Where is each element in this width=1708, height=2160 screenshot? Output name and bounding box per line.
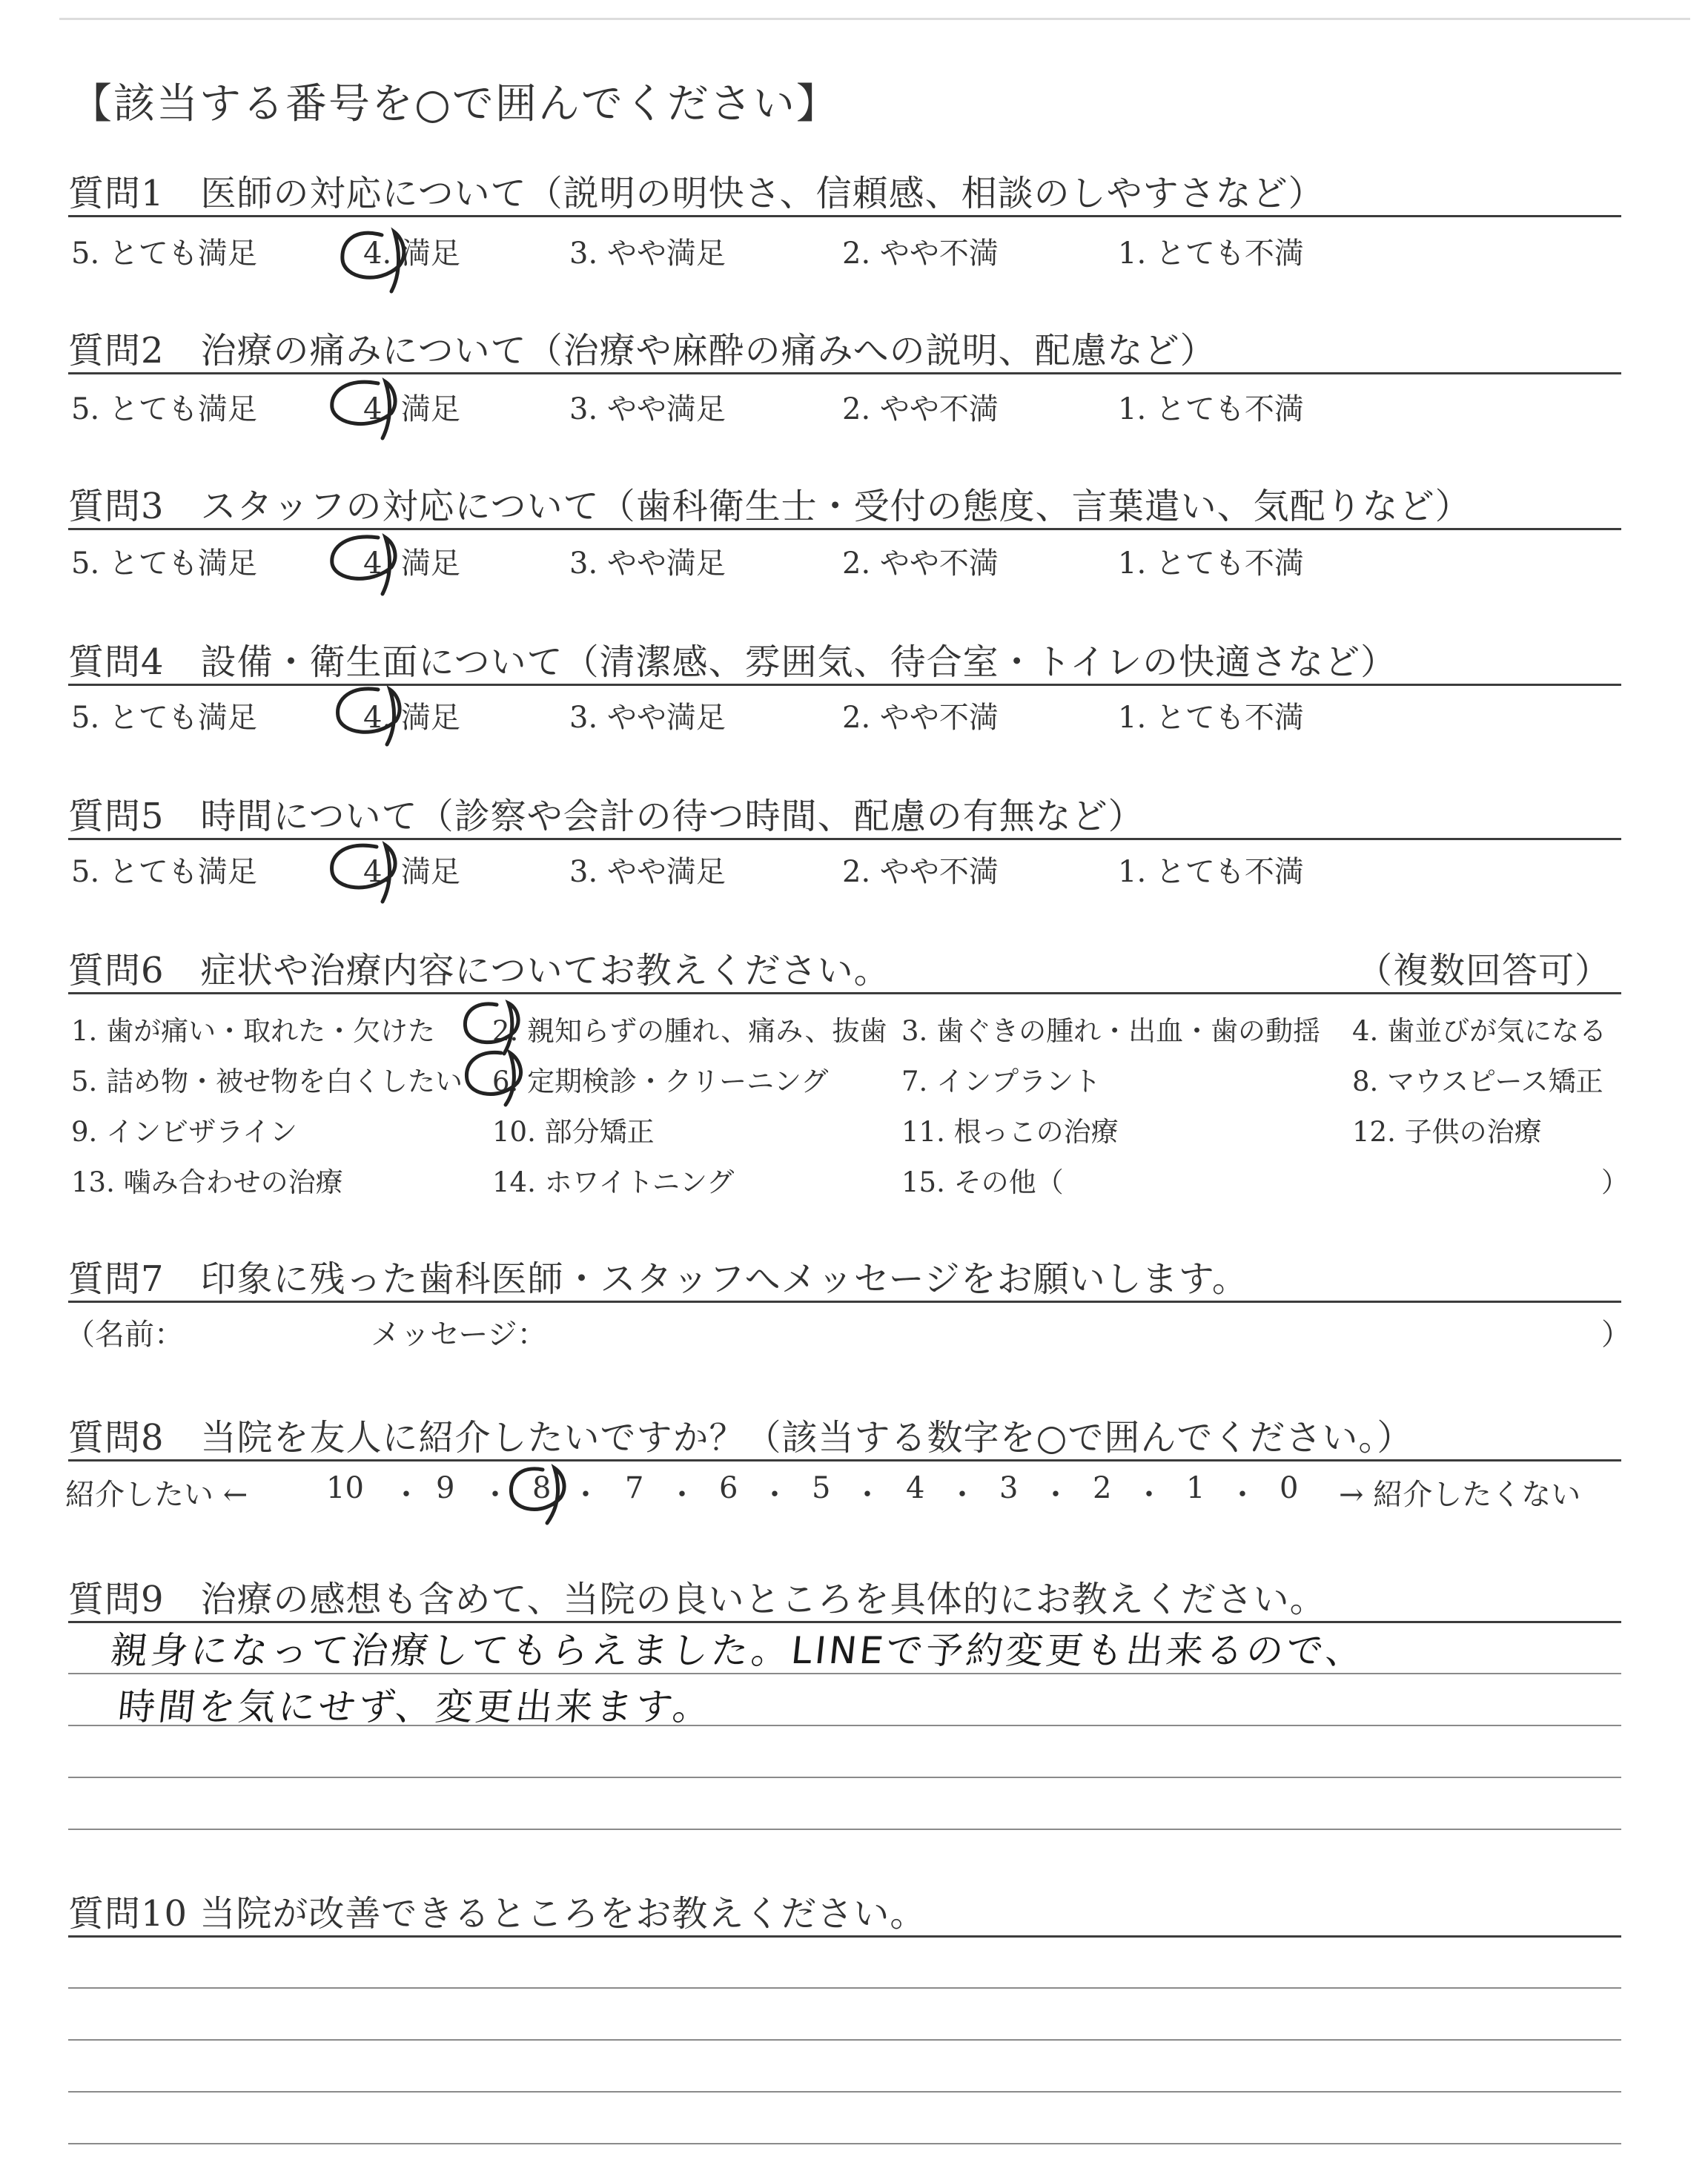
question-3-rule: [68, 528, 1621, 530]
q6-selection-circle-6: [452, 1038, 534, 1112]
question-7-rule: [68, 1301, 1621, 1303]
q6-option-11[interactable]: 11. 根っこの治療: [901, 1116, 1119, 1148]
q7-message-label: メッセージ：: [371, 1318, 547, 1352]
q6-option-15[interactable]: 15. その他（: [901, 1166, 1064, 1198]
question-5-title: 質問5 時間について（診察や会計の待つ時間、配慮の有無など）: [68, 796, 1145, 837]
q1-selection-circle: [326, 219, 415, 308]
q2-selection-circle: [311, 367, 415, 456]
q9-answer-line: [68, 1829, 1621, 1830]
question-8-rule: [68, 1459, 1621, 1462]
question-2-rule: [68, 372, 1621, 374]
q8-scale-9[interactable]: 9: [436, 1471, 455, 1505]
q6-option-10[interactable]: 10. 部分矯正: [492, 1116, 655, 1148]
question-4-rule: [68, 684, 1621, 686]
q8-sep: ・: [1134, 1478, 1164, 1512]
question-9-title: 質問9 治療の感想も含めて、当院の良いところを具体的にお教えください。: [68, 1579, 1326, 1620]
q6-option-3[interactable]: 3. 歯ぐきの腫れ・出血・歯の動揺: [901, 1015, 1321, 1047]
q8-scale-6[interactable]: 6: [719, 1471, 738, 1505]
q3-option-2[interactable]: 2. やや不満: [842, 546, 999, 581]
q6-option-6[interactable]: 6. 定期検診・クリーニング: [492, 1066, 829, 1097]
q5-option-4[interactable]: 4. 満足: [363, 855, 460, 889]
q4-selection-circle: [319, 667, 415, 764]
q2-option-4[interactable]: 4. 満足: [363, 392, 460, 426]
q10-answer-line: [68, 1987, 1621, 1989]
q9-handwritten-answer-line-2: 時間を気にせず、変更出来ます。: [116, 1685, 715, 1728]
q6-other-close-paren: ）: [1601, 1166, 1629, 1198]
question-10-rule: [68, 1935, 1621, 1938]
q6-option-4[interactable]: 4. 歯並びが気になる: [1352, 1015, 1607, 1047]
question-6-note: （複数回答可）: [1357, 950, 1612, 991]
q1-option-2[interactable]: 2. やや不満: [842, 237, 999, 271]
q10-answer-line: [68, 2039, 1621, 2041]
q1-option-1[interactable]: 1. とても不満: [1118, 237, 1304, 271]
q8-sep: ・: [667, 1478, 697, 1512]
q8-sep: ・: [391, 1478, 421, 1512]
q8-scale-5[interactable]: 5: [812, 1471, 831, 1505]
q8-sep: ・: [853, 1478, 882, 1512]
q6-option-1[interactable]: 1. 歯が痛い・取れた・欠けた: [71, 1015, 436, 1047]
q6-option-5[interactable]: 5. 詰め物・被せ物を白くしたい: [71, 1066, 463, 1097]
q5-option-2[interactable]: 2. やや不満: [842, 855, 999, 889]
form-instruction: 【該当する番号を○で囲んでください】: [70, 80, 839, 128]
q8-sep: ・: [760, 1478, 790, 1512]
q6-option-13[interactable]: 13. 噛み合わせの治療: [71, 1166, 343, 1198]
q8-sep: ・: [947, 1478, 977, 1512]
q8-scale-0[interactable]: 0: [1280, 1471, 1299, 1505]
question-2-title: 質問2 治療の痛みについて（治療や麻酔の痛みへの説明、配慮など）: [68, 330, 1217, 371]
q8-scale-4[interactable]: 4: [906, 1471, 925, 1505]
q8-sep: ・: [1228, 1478, 1257, 1512]
question-7-title: 質問7 印象に残った歯科医師・スタッフへメッセージをお願いします。: [68, 1258, 1248, 1300]
q5-option-5[interactable]: 5. とても満足: [71, 855, 257, 889]
scan-top-edge: [59, 18, 1690, 20]
q8-left-label: 紹介したい ←: [65, 1478, 248, 1512]
q8-right-label: → 紹介したくない: [1339, 1478, 1581, 1512]
q5-option-1[interactable]: 1. とても不満: [1118, 855, 1304, 889]
question-4-title: 質問4 設備・衛生面について（清潔感、雰囲気、待合室・トイレの快適さなど）: [68, 641, 1397, 683]
q7-close-paren: ）: [1601, 1318, 1631, 1352]
q3-option-4[interactable]: 4. 満足: [363, 546, 460, 581]
q7-name-label: （名前：: [65, 1318, 184, 1352]
q1-option-5[interactable]: 5. とても満足: [71, 237, 257, 271]
q6-option-2[interactable]: 2. 親知らずの腫れ、痛み、抜歯: [492, 1015, 887, 1047]
question-6-title: 質問6 症状や治療内容についてお教えください。: [68, 950, 890, 991]
q10-answer-line: [68, 2091, 1621, 2093]
question-6-rule: [68, 992, 1621, 994]
q8-scale-8[interactable]: 8: [532, 1471, 552, 1505]
question-1-rule: [68, 215, 1621, 217]
q4-option-4[interactable]: 4. 満足: [363, 701, 460, 735]
q8-scale-3[interactable]: 3: [999, 1471, 1019, 1505]
q4-option-2[interactable]: 2. やや不満: [842, 701, 999, 735]
q8-sep: ・: [480, 1478, 510, 1512]
q8-sep: ・: [1041, 1478, 1070, 1512]
q3-option-5[interactable]: 5. とても満足: [71, 546, 257, 581]
q2-option-5[interactable]: 5. とても満足: [71, 392, 257, 426]
q5-option-3[interactable]: 3. やや満足: [569, 855, 726, 889]
q2-option-1[interactable]: 1. とても不満: [1118, 392, 1304, 426]
q3-option-3[interactable]: 3. やや満足: [569, 546, 726, 581]
q6-option-12[interactable]: 12. 子供の治療: [1352, 1116, 1542, 1148]
question-10-title: 質問10 当院が改善できるところをお教えください。: [68, 1893, 927, 1935]
q8-scale-2[interactable]: 2: [1093, 1471, 1112, 1505]
q3-selection-circle: [311, 523, 415, 612]
q4-option-1[interactable]: 1. とても不満: [1118, 701, 1304, 735]
q1-option-3[interactable]: 3. やや満足: [569, 237, 726, 271]
q2-option-3[interactable]: 3. やや満足: [569, 392, 726, 426]
question-8-title: 質問8 当院を友人に紹介したいですか？（該当する数字を○で囲んでください。）: [68, 1417, 1414, 1459]
q9-answer-line: [68, 1777, 1621, 1778]
question-5-rule: [68, 838, 1621, 840]
q2-option-2[interactable]: 2. やや不満: [842, 392, 999, 426]
q8-scale-1[interactable]: 1: [1186, 1471, 1205, 1505]
q10-answer-line: [68, 2143, 1621, 2144]
q6-option-9[interactable]: 9. インビザライン: [71, 1116, 297, 1148]
q3-option-1[interactable]: 1. とても不満: [1118, 546, 1304, 581]
q8-sep: ・: [571, 1478, 600, 1512]
q8-selection-circle: [495, 1453, 577, 1535]
q8-scale-10[interactable]: 10: [326, 1471, 364, 1505]
q4-option-3[interactable]: 3. やや満足: [569, 701, 726, 735]
q1-option-4[interactable]: 4. 満足: [363, 237, 460, 271]
q5-selection-circle: [311, 829, 415, 918]
q6-option-14[interactable]: 14. ホワイトニング: [492, 1166, 735, 1198]
q6-option-8[interactable]: 8. マウスピース矯正: [1352, 1066, 1603, 1097]
question-3-title: 質問3 スタッフの対応について（歯科衛生士・受付の態度、言葉遣い、気配りなど）: [68, 486, 1472, 527]
question-1-title: 質問1 医師の対応について（説明の明快さ、信頼感、相談のしやすさなど）: [68, 173, 1325, 214]
q9-handwritten-answer-line-1: 親身になって治療してもらえました。LINEで予約変更も出来るので、: [108, 1629, 1368, 1672]
q8-scale-7[interactable]: 7: [625, 1471, 644, 1505]
q4-option-5[interactable]: 5. とても満足: [71, 701, 257, 735]
q6-option-7[interactable]: 7. インプラント: [901, 1066, 1102, 1097]
